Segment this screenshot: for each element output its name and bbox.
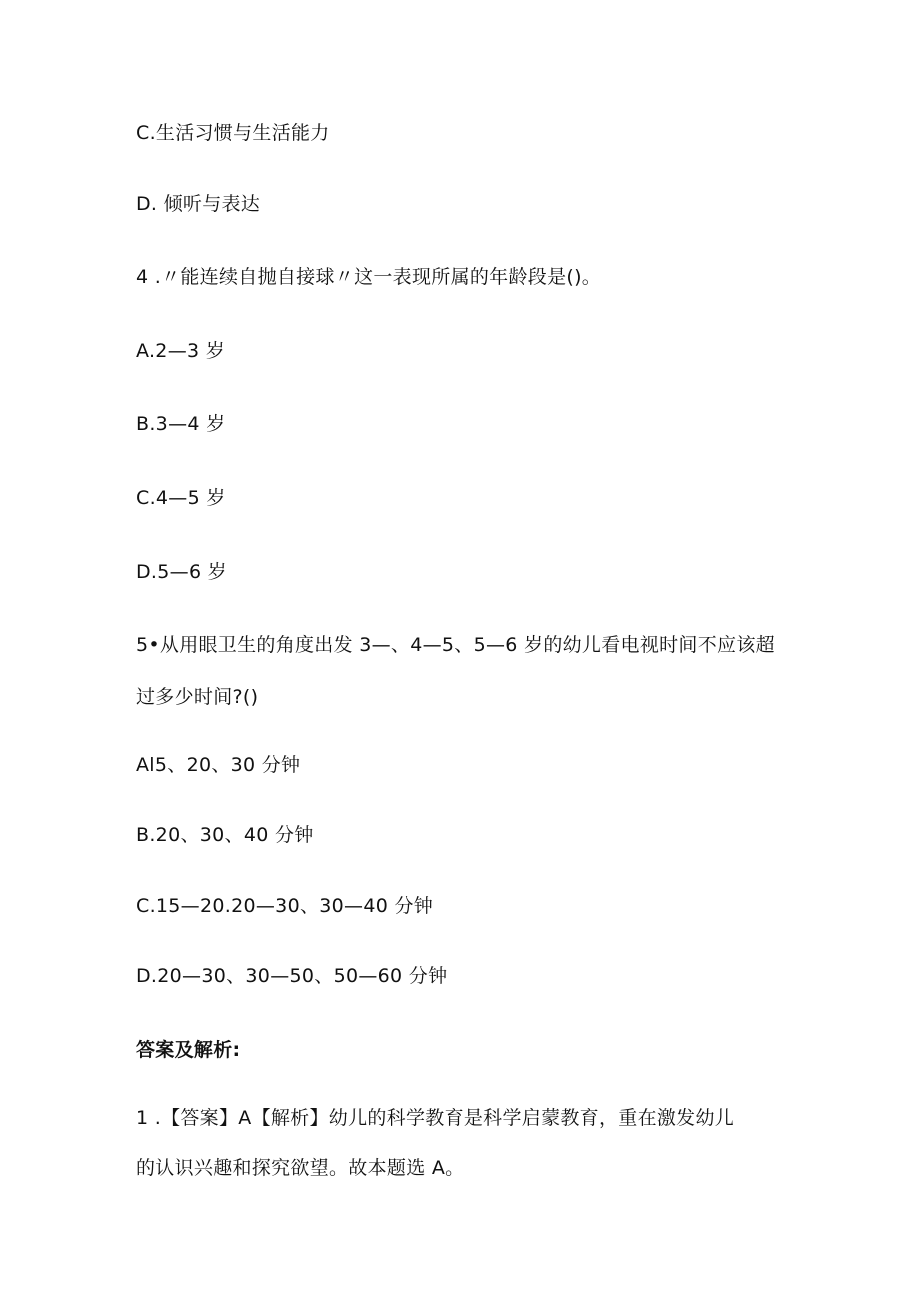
answer-1-line2: 的认识兴趣和探究欲望。故本题选 A。 bbox=[136, 1157, 465, 1179]
q3-option-d: D. 倾听与表达 bbox=[136, 193, 261, 215]
q4-option-d: D.5—6 岁 bbox=[136, 561, 227, 583]
q5-stem-line1: 5•从用眼卫生的角度出发 3—、4—5、5—6 岁的幼儿看电视时间不应该超 bbox=[136, 634, 775, 656]
q3-option-c: C.生活习惯与生活能力 bbox=[136, 122, 330, 144]
q5-option-d: D.20—30、30—50、50—60 分钟 bbox=[136, 965, 448, 987]
q5-stem-line2: 过多少时间?() bbox=[136, 686, 259, 708]
answers-heading: 答案及解析: bbox=[136, 1039, 241, 1061]
q5-option-c: C.15—20.20—30、30—40 分钟 bbox=[136, 895, 434, 917]
q4-stem: 4 .〃能连续自抛自接球〃这一表现所属的年龄段是()。 bbox=[136, 266, 602, 288]
answer-1-line1: 1 .【答案】A【解析】幼儿的科学教育是科学启蒙教育，重在激发幼儿 bbox=[136, 1107, 735, 1129]
q4-option-c: C.4—5 岁 bbox=[136, 487, 226, 509]
q5-option-a: Al5、20、30 分钟 bbox=[136, 754, 301, 776]
q4-option-b: B.3—4 岁 bbox=[136, 413, 226, 435]
q5-option-b: B.20、30、40 分钟 bbox=[136, 824, 314, 846]
q4-option-a: A.2—3 岁 bbox=[136, 340, 226, 362]
